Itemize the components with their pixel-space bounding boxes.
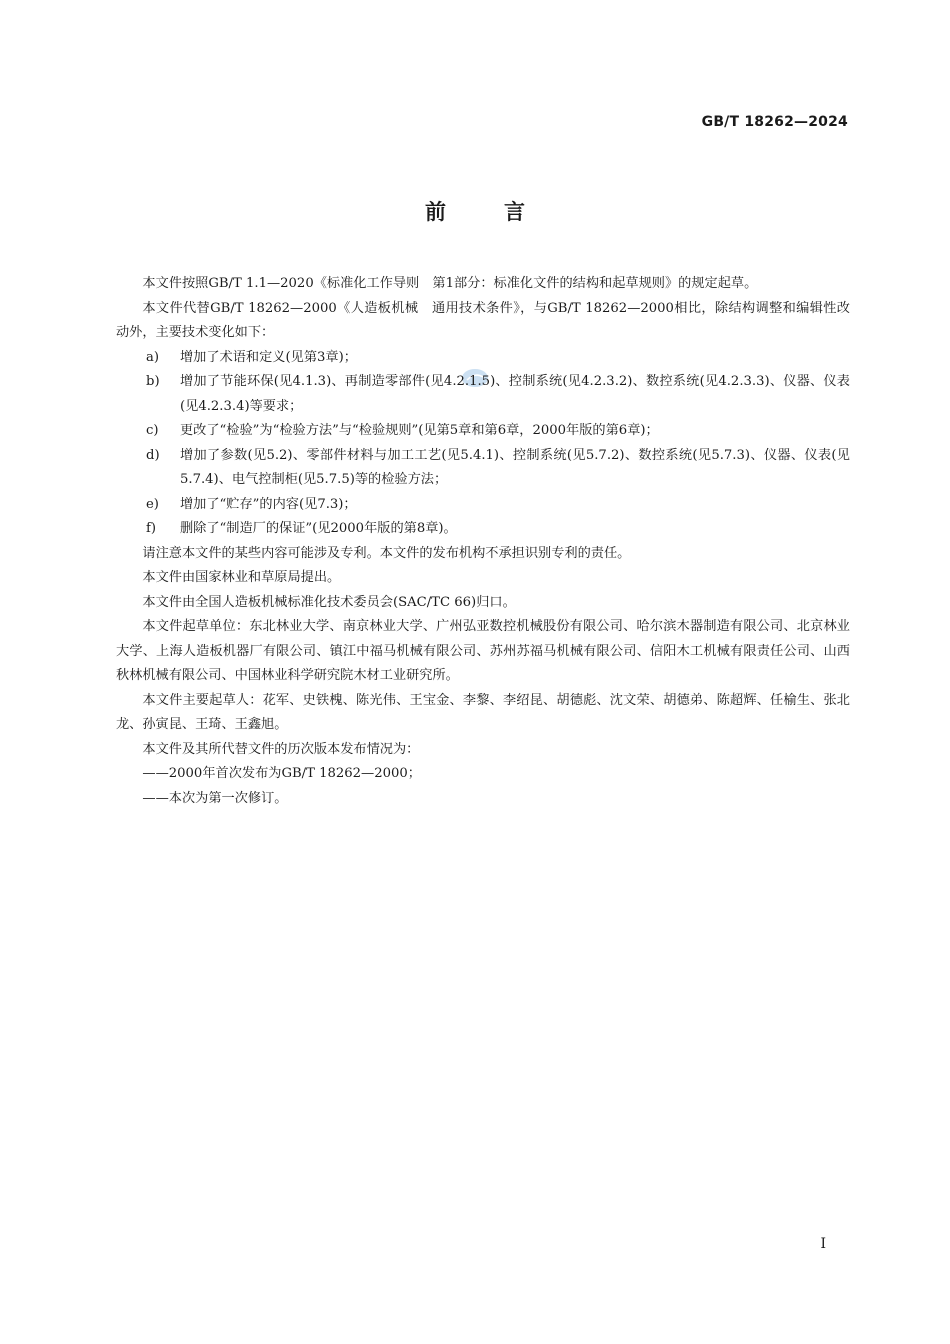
paragraph-centralized: 本文件由全国人造板机械标准化技术委员会(SAC/TC 66)归口。 [142,594,516,610]
paragraph-proposer: 本文件由国家林业和草原局提出。 [142,570,341,585]
page-title: 前言 [425,200,583,224]
list-text: 删除了“制造厂的保证”(见2000年版的第8章)。 [180,521,457,536]
list-item [116,346,850,371]
history-item: ——本次为第一次修订。 [142,790,288,806]
list-text: 增加了节能环保(见4.1.3)、再制造零部件(见4.2.1.5)、控制系统(见4.2.3.2)、数控系统(见4.2.3.3)、仪器、仪表(见4.2.3.4)等要求； [180,374,850,414]
paragraph-drafting-units: 本文件起草单位：东北林业大学、南京林业大学、广州弘亚数控机械股份有限公司、哈尔滨木器制造有限公司、北京林业大学、上海人造板机器厂有限公司、镇江中福马机械有限公司、苏州苏福马机械有限公司、信阳木工机械有限责任公司、山西秋林机械有限公司、中国林业科学研究院木材工业研究所。 [116,619,850,683]
list-marker: c) [146,423,159,438]
foreword-body [116,272,850,811]
list-text: 更改了“检验”为“检验方法”与“检验规则”(见第5章和第6章，2000年版的第6章)； [180,423,659,438]
list-marker: a) [146,349,160,365]
list-marker: e) [146,496,159,512]
list-text: 增加了“贮存”的内容(见7.3)； [180,496,357,512]
paragraph-drafting-rules: 本文件按照GB/T 1.1—2020《标准化工作导则 第1部分：标准化文件的结构和起草规则》的规定起草。 [142,276,758,291]
list-marker: f) [146,521,157,536]
paragraph-patent-notice: 请注意本文件的某些内容可能涉及专利。本文件的发布机构不承担识别专利的责任。 [142,545,631,561]
list-item [116,444,850,493]
list-text: 增加了术语和定义(见第3章)； [180,349,357,365]
list-marker: b) [146,374,160,389]
history-item: ——2000年首次发布为GB/T 18262—2000； [142,766,421,781]
paragraph-replacement: 本文件代替GB/T 18262—2000《人造板机械 通用技术条件》，与GB/T 18262—2000相比，除结构调整和编辑性改动外，主要技术变化如下： [116,300,850,340]
list-item [116,370,850,419]
list-marker: d) [146,447,160,463]
list-item [116,419,850,444]
paragraph-drafters: 本文件主要起草人：花军、史铁槐、陈光伟、王宝金、李黎、李绍昆、胡德彪、沈文荣、胡德弟、陈超辉、任榆生、张北龙、孙寅昆、王琦、王鑫旭。 [116,692,850,732]
paragraph-history-intro: 本文件及其所代替文件的历次版本发布情况为： [142,741,420,757]
page-number: I [820,1236,826,1252]
list-item [116,517,850,542]
list-text: 增加了参数(见5.2)、零部件材料与加工工艺(见5.4.1)、控制系统(见5.7.2)、数控系统(见5.7.3)、仪器、仪表(见5.7.4)、电气控制柜(见5.7.5)等的检验方法； [180,447,850,487]
standard-number: GB/T 18262—2024 [701,114,848,130]
list-item [116,493,850,518]
